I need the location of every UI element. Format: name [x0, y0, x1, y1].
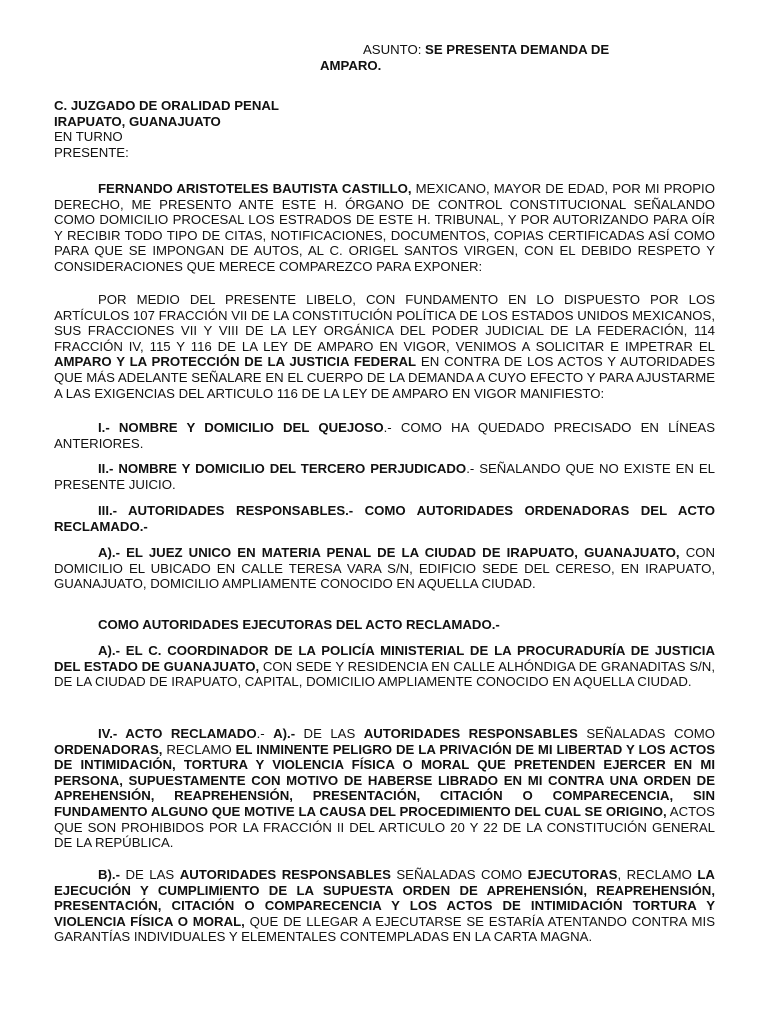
section-4b-paragraph — [54, 867, 715, 945]
ordering-authority-address: CON DOMICILIO EL UBICADO EN CALLE TERESA VARA S/N, EDIFICIO SEDE DEL CERESO, EN IRAPUATO, GUANAJUATO, DOMICILIO AMPLIAMENTE CONOCIDO EN AQUELLA CIUDAD. — [54, 545, 715, 592]
addressee-present: PRESENTE: — [54, 144, 129, 160]
executing-authority-name: A).- EL C. COORDINADOR DE LA POLICÍA MINISTERIAL DE LA PROCURADURÍA DE JUSTICIA DEL ESTADO DE GUANAJUATO, — [54, 643, 715, 674]
plaintiff-name: FERNANDO ARISTOTELES BAUTISTA CASTILLO, — [98, 181, 412, 196]
intro-paragraph — [54, 181, 715, 275]
section-4b-label: B).- — [98, 867, 120, 882]
addressee-city: IRAPUATO, GUANAJUATO — [54, 113, 221, 129]
subject-title: SE PRESENTA DEMANDA DE — [425, 42, 610, 57]
section-1-text: .- COMO HA QUEDADO PRECISADO EN LÍNEAS ANTERIORES. — [54, 420, 715, 451]
subject-line-2 — [320, 58, 720, 74]
section-2-paragraph — [54, 461, 715, 492]
section-4a-label: A).- — [273, 726, 296, 741]
section-4a-authorities: AUTORIDADES RESPONSABLES — [363, 726, 578, 741]
addressee-block — [54, 98, 715, 160]
section-4b-text-4: QUE DE LLEGAR A EJECUTARSE SE ESTARÍA ATENTANDO CONTRA MIS GARANTÍAS INDIVIDUALES Y ELEMENTALES CONTEMPLADAS EN LA CARTA MAGNA. — [54, 913, 716, 945]
section-4a-claim: EL INMINENTE PELIGRO DE LA PRIVACIÓN DE MI LIBERTAD Y LOS ACTOS DE INTIMIDACIÓN, TORTURA Y VIOLENCIA FÍSICA O MORAL QUE PRETENDEN EJERCER EN MI PERSONA, SUPUESTAMENTE CON MOTIVO DE HABERSE LIBRADO EN MI CONTRA UNA ORDEN DE APREHENSIÓN, REAPREHENSIÓN, PRESENTACIÓN, CITACIÓN O COMPARECENCIA, SIN FUNDAMENTO ALGUNO QUE MOTIVE LA CAUSA DEL PROCEDIMIENTO DEL CUAL SE ORIGINO, — [54, 741, 716, 819]
executing-authority-paragraph — [54, 643, 715, 690]
legal-basis-text: POR MEDIO DEL PRESENTE LIBELO, CON FUNDAMENTO EN LO DISPUESTO POR LOS ARTÍCULOS 107 FRACCIÓN VII DE LA CONSTITUCIÓN POLÍTICA DE LOS ESTADOS UNIDOS MEXICANOS, SUS FRACCIONES VII Y VIII DE LA LEY ORGÁNICA DEL PODER JUDICIAL DE LA FEDERACIÓN, 114 FRACCIÓN IV, 115 Y 116 DE LA LEY DE AMPARO EN VIGOR, VENIMOS A SOLICITAR E IMPETRAR EL — [54, 292, 715, 354]
section-4b-authorities: AUTORIDADES RESPONSABLES — [179, 867, 391, 882]
section-2-heading: II.- NOMBRE Y DOMICILIO DEL TERCERO PERJUDICADO — [98, 461, 467, 476]
section-4b-text-2: SEÑALADAS COMO — [390, 867, 528, 882]
subject-label: ASUNTO: — [363, 42, 426, 57]
section-4b-text-3: , RECLAMO — [617, 867, 698, 882]
executing-authority-address: CON SEDE Y RESIDENCIA EN CALLE ALHÓNDIGA DE GRANADITAS S/N, DE LA CIUDAD DE IRAPUATO, CAPITAL, DOMICILIO AMPLIAMENTE CONOCIDO EN AQUELLA CIUDAD. — [54, 658, 715, 690]
section-3-heading: III.- AUTORIDADES RESPONSABLES.- COMO AUTORIDADES ORDENADORAS DEL ACTO RECLAMADO.- — [54, 503, 715, 534]
section-4a-text-4: ACTOS QUE SON PROHIBIDOS POR LA FRACCIÓN II DEL ARTICULO 20 Y 22 DE LA CONSTITUCIÓN GENERAL DE LA REPÚBLICA. — [54, 803, 715, 851]
addressee-turn: EN TURNO — [54, 129, 123, 145]
executing-authorities-heading — [54, 617, 715, 633]
section-4a-paragraph — [54, 726, 715, 851]
addressee-court: C. JUZGADO DE ORALIDAD PENAL — [54, 98, 279, 113]
section-4b-claim: LA EJECUCIÓN Y CUMPLIMIENTO DE LA SUPUESTA ORDEN DE APREHENSIÓN, REAPREHENSIÓN, PRESENTACIÓN, CITACIÓN O COMPARECENCIA Y LOS ACTOS DE INTIMIDACIÓN TORTURA Y VIOLENCIA FÍSICA O MORAL, — [54, 867, 715, 929]
section-1-heading: I.- NOMBRE Y DOMICILIO DEL QUEJOSO — [98, 420, 384, 435]
ordering-authority-paragraph — [54, 545, 715, 592]
executing-authorities-heading-text: COMO AUTORIDADES EJECUTORAS DEL ACTO RECLAMADO.- — [98, 617, 500, 632]
section-1-paragraph — [54, 420, 715, 451]
section-4a-ordering: ORDENADORAS, — [54, 741, 163, 757]
legal-basis-emphasis: AMPARO Y LA PROTECCIÓN DE LA JUSTICIA FEDERAL — [54, 354, 417, 370]
section-4a-text-2: SEÑALADAS COMO — [577, 726, 715, 741]
ordering-authority-name: A).- EL JUEZ UNICO EN MATERIA PENAL DE LA CIUDAD DE IRAPUATO, GUANAJUATO, — [98, 545, 680, 560]
section-4-sep: .- — [256, 726, 274, 741]
section-2-text: .- SEÑALANDO QUE NO EXISTE EN EL PRESENTE JUICIO. — [54, 461, 715, 492]
section-3-paragraph — [54, 503, 715, 534]
section-4b-text-1: DE LAS — [119, 867, 180, 882]
section-4a-text-3: RECLAMO — [162, 741, 236, 757]
intro-text: MEXICANO, MAYOR DE EDAD, POR MI PROPIO DERECHO, ME PRESENTO ANTE ESTE H. ÓRGANO DE CONTROL CONSTITUCIONAL SEÑALANDO COMO DOMICILIO PROCESAL LOS ESTRADOS DE ESTE H. TRIBUNAL, Y POR AUTORIZANDO PARA OÍR Y RECIBIR TODO TIPO DE CITAS, NOTIFICACIONES, DOCUMENTOS, COPIAS CERTIFICADAS ASÍ COMO PARA QUE SE IMPONGAN DE AUTOS, AL C. ORIGEL SANTOS VIRGEN, CON EL DEBIDO RESPETO Y CONSIDERACIONES QUE MERECE COMPAREZCO PARA EXPONER: — [54, 181, 715, 274]
section-4-heading: IV.- ACTO RECLAMADO — [98, 726, 257, 741]
legal-basis-text-cont: EN CONTRA DE LOS ACTOS Y AUTORIDADES QUE MÁS ADELANTE SEÑALARE EN EL CUERPO DE LA DEMANDA A CUYO EFECTO Y PARA AJUSTARME A LAS EXIGENCIAS DEL ARTICULO 116 DE LA LEY DE AMPARO EN VIGOR MANIFIESTO: — [54, 354, 715, 401]
legal-basis-paragraph — [54, 292, 715, 401]
subject-line-1 — [320, 42, 720, 58]
subject-title-cont: AMPARO. — [320, 57, 382, 73]
section-4b-executing: EJECUTORAS — [527, 867, 618, 882]
section-4a-text-1: DE LAS — [295, 726, 364, 741]
subject-block — [320, 42, 720, 73]
